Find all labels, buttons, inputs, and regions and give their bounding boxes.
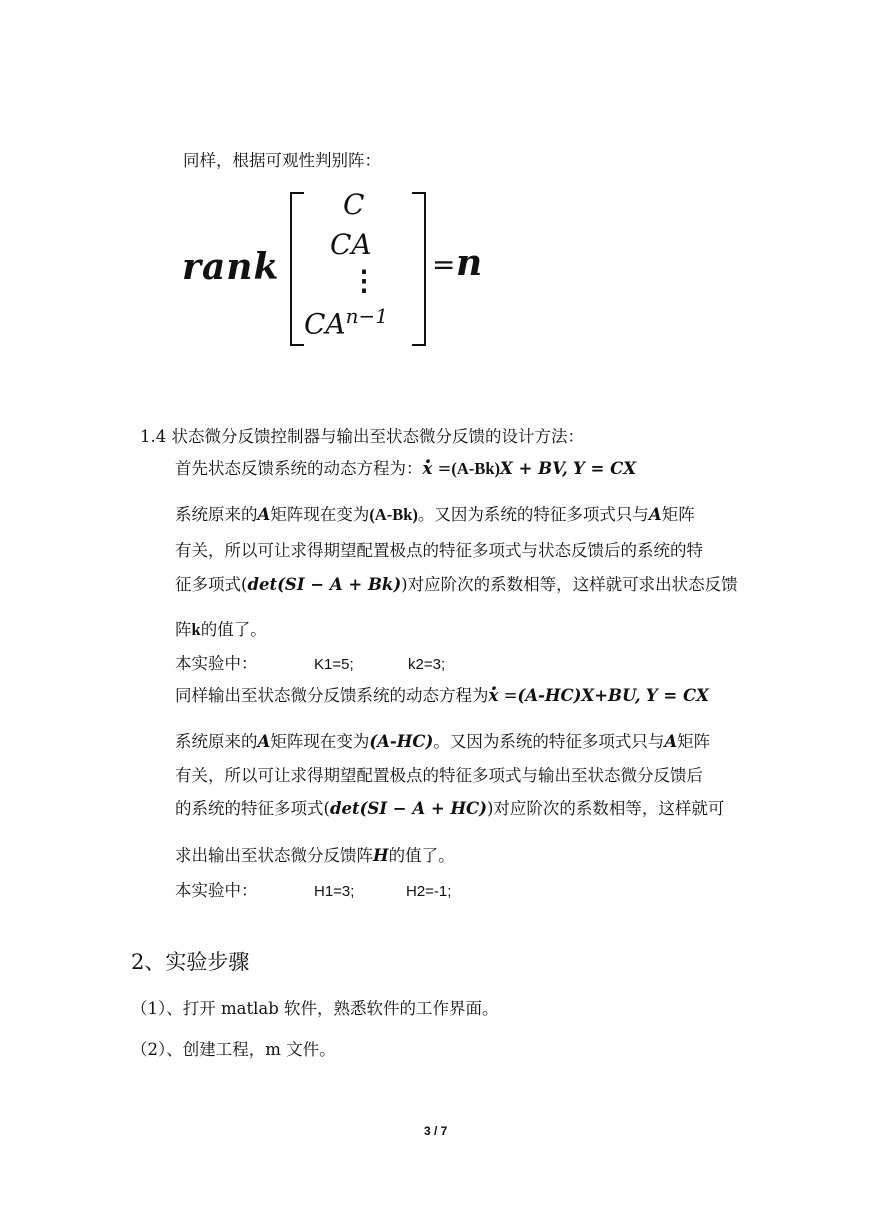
section-heading-1-4: 1.4 状态微分反馈控制器与输出至状态微分反馈的设计方法：	[140, 427, 584, 446]
p4-line-3: 的系统的特征多项式(det(SI − A + HC))对应阶次的系数相等，这样就可	[175, 799, 725, 818]
h1-value: H1=3;	[314, 883, 355, 900]
matrix-row-3: ⋮	[350, 264, 378, 297]
p2-line-4: 阵k的值了。	[175, 620, 267, 639]
matrix-equals: =	[432, 248, 456, 281]
step-2: （2）、创建工程，m 文件。	[131, 1040, 336, 1059]
p4-line-2: 有关，所以可让求得期望配置极点的特征多项式与输出至状态微分反馈后	[175, 766, 703, 785]
matrix-rhs: n	[456, 242, 483, 284]
state-feedback-equation: 首先状态反馈系统的动态方程为：· x =(A-Bk)X + BV, Y = CX	[175, 461, 636, 478]
p2-line-2: 有关，所以可让求得期望配置极点的特征多项式与状态反馈后的系统的特	[175, 541, 703, 560]
page-number: 3 / 7	[424, 1124, 448, 1138]
k1-value: K1=5;	[314, 656, 354, 673]
p4-line-4: 求出输出至状态微分反馈阵H的值了。	[175, 846, 455, 865]
section-heading-2: 2、实验步骤	[131, 950, 250, 974]
matrix-row-2: CA	[330, 228, 372, 261]
rank-label: rank	[182, 246, 280, 288]
observability-matrix	[180, 188, 500, 348]
h2-value: H2=-1;	[406, 883, 452, 900]
step-1: （1）、打开 matlab 软件，熟悉软件的工作界面。	[131, 999, 499, 1018]
experiment-values-h: 本实验中： H1=3; H2=-1;	[175, 881, 452, 900]
p4-line-1: 系统原来的A矩阵现在变为(A-HC)。又因为系统的特征多项式只与A矩阵	[175, 732, 711, 751]
intro-text: 同样，根据可观性判别阵：	[183, 151, 381, 170]
k2-value: k2=3;	[408, 656, 446, 673]
matrix-row-4: $CA^{n-1}$	[304, 304, 389, 341]
matrix-row-1: C	[343, 188, 365, 221]
experiment-values-k: 本实验中： K1=5; k2=3;	[175, 654, 446, 673]
matrix-exponent: n−1	[345, 304, 389, 328]
output-feedback-equation: 同样输出至状态微分反馈系统的动态方程为· x =(A-HC)X+BU, Y = CX	[175, 688, 709, 705]
p2-line-1: 系统原来的A矩阵现在变为(A-Bk)。又因为系统的特征多项式只与A矩阵	[175, 505, 695, 524]
right-bracket	[412, 192, 426, 346]
p2-line-3: 征多项式(det(SI − A + Bk))对应阶次的系数相等，这样就可求出状态反馈	[175, 575, 738, 594]
left-bracket	[290, 192, 304, 346]
